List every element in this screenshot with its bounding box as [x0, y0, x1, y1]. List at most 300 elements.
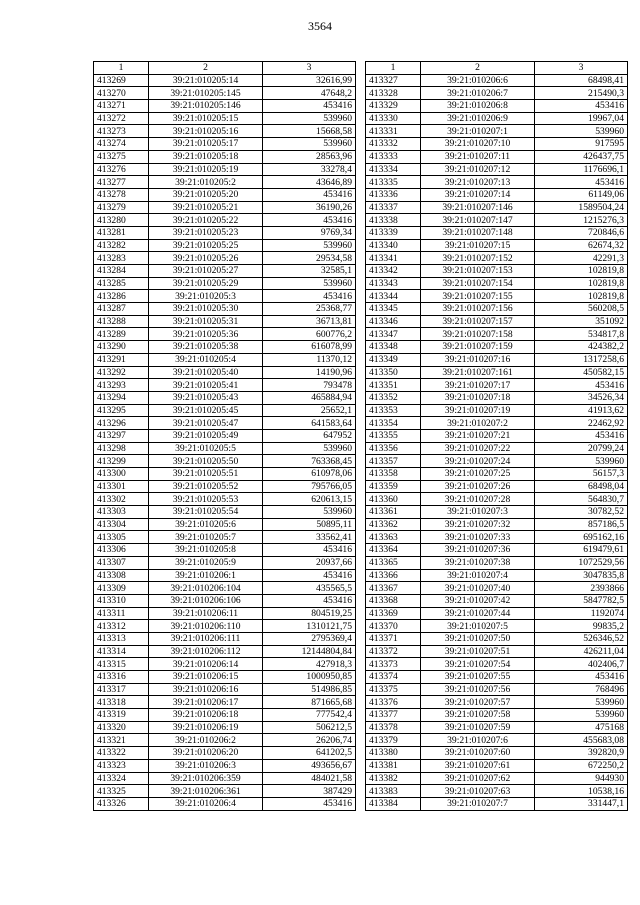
row-number-cell: 413370 [366, 620, 421, 633]
row-number-cell: 413303 [94, 506, 149, 519]
value-cell: 647952 [263, 429, 356, 442]
row-number-cell: 413331 [366, 125, 421, 138]
cadastral-number-cell: 39:21:010206:110 [149, 620, 263, 633]
cadastral-number-cell: 39:21:010205:146 [149, 100, 263, 113]
table-row [366, 747, 628, 760]
cadastral-number-cell: 39:21:010206:3 [149, 759, 263, 772]
table-row [94, 100, 356, 113]
value-cell: 917595 [535, 138, 628, 151]
table-row [94, 315, 356, 328]
table-row [94, 506, 356, 519]
table-header-row [94, 62, 356, 75]
cadastral-number-cell: 39:21:010205:50 [149, 455, 263, 468]
cadastral-number-cell: 39:21:010207:22 [421, 442, 535, 455]
row-number-cell: 413366 [366, 569, 421, 582]
row-number-cell: 413284 [94, 265, 149, 278]
table-row [94, 112, 356, 125]
value-cell: 560208,5 [535, 303, 628, 316]
value-cell: 453416 [535, 429, 628, 442]
cadastral-number-cell: 39:21:010207:16 [421, 353, 535, 366]
cadastral-number-cell: 39:21:010207:44 [421, 607, 535, 620]
row-number-cell: 413350 [366, 366, 421, 379]
table-row [366, 632, 628, 645]
row-number-cell: 413276 [94, 163, 149, 176]
cadastral-number-cell: 39:21:010207:15 [421, 239, 535, 252]
cadastral-number-cell: 39:21:010206:14 [149, 658, 263, 671]
cadastral-number-cell: 39:21:010206:112 [149, 645, 263, 658]
row-number-cell: 413310 [94, 594, 149, 607]
value-cell: 29534,58 [263, 252, 356, 265]
row-number-cell: 413324 [94, 772, 149, 785]
value-cell: 1000950,85 [263, 671, 356, 684]
cadastral-number-cell: 39:21:010207:54 [421, 658, 535, 671]
cadastral-number-cell: 39:21:010205:52 [149, 480, 263, 493]
value-cell: 99835,2 [535, 620, 628, 633]
row-number-cell: 413312 [94, 620, 149, 633]
table-row [366, 493, 628, 506]
table-row [366, 671, 628, 684]
cadastral-number-cell: 39:21:010206:15 [149, 671, 263, 684]
row-number-cell: 413270 [94, 87, 149, 100]
table-row [366, 721, 628, 734]
value-cell: 539960 [535, 709, 628, 722]
value-cell: 34526,34 [535, 391, 628, 404]
table-row [366, 658, 628, 671]
cadastral-number-cell: 39:21:010205:45 [149, 404, 263, 417]
table-row [94, 582, 356, 595]
cadastral-number-cell: 39:21:010207:56 [421, 683, 535, 696]
row-number-cell: 413379 [366, 734, 421, 747]
table-row [366, 201, 628, 214]
table-row [366, 239, 628, 252]
table-row [366, 125, 628, 138]
cadastral-number-cell: 39:21:010206:7 [421, 87, 535, 100]
table-row [94, 531, 356, 544]
table-row [94, 176, 356, 189]
table-row [94, 265, 356, 278]
value-cell: 20799,24 [535, 442, 628, 455]
row-number-cell: 413368 [366, 594, 421, 607]
cadastral-number-cell: 39:21:010205:18 [149, 150, 263, 163]
row-number-cell: 413302 [94, 493, 149, 506]
cadastral-number-cell: 39:21:010205:3 [149, 290, 263, 303]
cadastral-number-cell: 39:21:010205:7 [149, 531, 263, 544]
row-number-cell: 413315 [94, 658, 149, 671]
cadastral-number-cell: 39:21:010206:17 [149, 696, 263, 709]
value-cell: 534817,8 [535, 328, 628, 341]
cadastral-number-cell: 39:21:010207:154 [421, 277, 535, 290]
right-register-table [365, 61, 628, 811]
table-row [94, 734, 356, 747]
row-number-cell: 413320 [94, 721, 149, 734]
page-number: 3564 [308, 19, 332, 33]
left-register-table [93, 61, 356, 811]
row-number-cell: 413277 [94, 176, 149, 189]
table-row [366, 226, 628, 239]
value-cell: 392820,9 [535, 747, 628, 760]
table-row [366, 353, 628, 366]
table-row [366, 112, 628, 125]
table-row [94, 658, 356, 671]
table-row [366, 582, 628, 595]
table-row [94, 328, 356, 341]
value-cell: 351092 [535, 315, 628, 328]
table-row [94, 620, 356, 633]
value-cell: 777542,4 [263, 709, 356, 722]
cadastral-number-cell: 39:21:010206:1 [149, 569, 263, 582]
cadastral-number-cell: 39:21:010207:59 [421, 721, 535, 734]
row-number-cell: 413384 [366, 797, 421, 810]
table-row [366, 404, 628, 417]
table-row [366, 683, 628, 696]
cadastral-number-cell: 39:21:010205:9 [149, 556, 263, 569]
row-number-cell: 413313 [94, 632, 149, 645]
table-row [94, 379, 356, 392]
table-row [366, 150, 628, 163]
value-cell: 600776,2 [263, 328, 356, 341]
cadastral-number-cell: 39:21:010207:62 [421, 772, 535, 785]
value-cell: 435565,5 [263, 582, 356, 595]
value-cell: 50895,11 [263, 518, 356, 531]
cadastral-number-cell: 39:21:010205:27 [149, 265, 263, 278]
cadastral-number-cell: 39:21:010205:22 [149, 214, 263, 227]
value-cell: 453416 [263, 188, 356, 201]
cadastral-number-cell: 39:21:010207:4 [421, 569, 535, 582]
row-number-cell: 413288 [94, 315, 149, 328]
value-cell: 453416 [263, 569, 356, 582]
row-number-cell: 413309 [94, 582, 149, 595]
row-number-cell: 413346 [366, 315, 421, 328]
row-number-cell: 413321 [94, 734, 149, 747]
value-cell: 43646,89 [263, 176, 356, 189]
table-row [94, 87, 356, 100]
cadastral-number-cell: 39:21:010207:148 [421, 226, 535, 239]
table-row [94, 556, 356, 569]
table-row [366, 138, 628, 151]
row-number-cell: 413372 [366, 645, 421, 658]
table-row [366, 188, 628, 201]
cadastral-number-cell: 39:21:010205:15 [149, 112, 263, 125]
row-number-cell: 413358 [366, 468, 421, 481]
value-cell: 41913,62 [535, 404, 628, 417]
value-cell: 539960 [535, 125, 628, 138]
value-cell: 465884,94 [263, 391, 356, 404]
value-cell: 47648,2 [263, 87, 356, 100]
value-cell: 11370,12 [263, 353, 356, 366]
row-number-cell: 413349 [366, 353, 421, 366]
table-row [94, 645, 356, 658]
value-cell: 610978,06 [263, 468, 356, 481]
row-number-cell: 413357 [366, 455, 421, 468]
table-row [366, 391, 628, 404]
table-header-row [366, 62, 628, 75]
cadastral-number-cell: 39:21:010206:20 [149, 747, 263, 760]
value-cell: 857186,5 [535, 518, 628, 531]
row-number-cell: 413297 [94, 429, 149, 442]
table-row [366, 455, 628, 468]
table-row [94, 785, 356, 798]
table-row [366, 759, 628, 772]
table-row [94, 239, 356, 252]
table-row [94, 683, 356, 696]
table-row [94, 201, 356, 214]
value-cell: 102819,8 [535, 265, 628, 278]
value-cell: 641583,64 [263, 417, 356, 430]
cadastral-number-cell: 39:21:010206:104 [149, 582, 263, 595]
cadastral-number-cell: 39:21:010207:157 [421, 315, 535, 328]
table-row [366, 328, 628, 341]
table-row [94, 455, 356, 468]
row-number-cell: 413352 [366, 391, 421, 404]
value-cell: 14190,96 [263, 366, 356, 379]
row-number-cell: 413306 [94, 544, 149, 557]
table-row [366, 429, 628, 442]
cadastral-number-cell: 39:21:010207:63 [421, 785, 535, 798]
value-cell: 793478 [263, 379, 356, 392]
value-cell: 3047835,8 [535, 569, 628, 582]
header-col-1: 1 [94, 62, 149, 75]
table-row [366, 569, 628, 582]
cadastral-number-cell: 39:21:010207:11 [421, 150, 535, 163]
cadastral-number-cell: 39:21:010205:30 [149, 303, 263, 316]
row-number-cell: 413376 [366, 696, 421, 709]
row-number-cell: 413354 [366, 417, 421, 430]
value-cell: 1317258,6 [535, 353, 628, 366]
row-number-cell: 413300 [94, 468, 149, 481]
value-cell: 62674,32 [535, 239, 628, 252]
cadastral-number-cell: 39:21:010205:36 [149, 328, 263, 341]
table-row [94, 417, 356, 430]
table-row [366, 277, 628, 290]
row-number-cell: 413333 [366, 150, 421, 163]
value-cell: 514986,85 [263, 683, 356, 696]
cadastral-number-cell: 39:21:010207:161 [421, 366, 535, 379]
row-number-cell: 413290 [94, 341, 149, 354]
table-row [94, 391, 356, 404]
cadastral-number-cell: 39:21:010205:47 [149, 417, 263, 430]
row-number-cell: 413322 [94, 747, 149, 760]
table-row [94, 772, 356, 785]
value-cell: 2393866 [535, 582, 628, 595]
row-number-cell: 413330 [366, 112, 421, 125]
value-cell: 5847782,5 [535, 594, 628, 607]
value-cell: 56157,3 [535, 468, 628, 481]
value-cell: 19967,04 [535, 112, 628, 125]
table-row [94, 404, 356, 417]
value-cell: 493656,67 [263, 759, 356, 772]
cadastral-number-cell: 39:21:010205:25 [149, 239, 263, 252]
cadastral-number-cell: 39:21:010205:51 [149, 468, 263, 481]
value-cell: 33278,4 [263, 163, 356, 176]
value-cell: 427918,3 [263, 658, 356, 671]
cadastral-number-cell: 39:21:010205:38 [149, 341, 263, 354]
row-number-cell: 413361 [366, 506, 421, 519]
row-number-cell: 413301 [94, 480, 149, 493]
value-cell: 15668,58 [263, 125, 356, 138]
value-cell: 26206,74 [263, 734, 356, 747]
row-number-cell: 413308 [94, 569, 149, 582]
cadastral-number-cell: 39:21:010205:53 [149, 493, 263, 506]
value-cell: 1192074 [535, 607, 628, 620]
table-row [94, 226, 356, 239]
cadastral-number-cell: 39:21:010206:19 [149, 721, 263, 734]
table-row [366, 620, 628, 633]
value-cell: 1072529,56 [535, 556, 628, 569]
row-number-cell: 413325 [94, 785, 149, 798]
value-cell: 539960 [263, 138, 356, 151]
row-number-cell: 413362 [366, 518, 421, 531]
cadastral-number-cell: 39:21:010207:1 [421, 125, 535, 138]
value-cell: 484021,58 [263, 772, 356, 785]
value-cell: 12144804,84 [263, 645, 356, 658]
value-cell: 539960 [263, 239, 356, 252]
value-cell: 32616,99 [263, 74, 356, 87]
row-number-cell: 413383 [366, 785, 421, 798]
cadastral-number-cell: 39:21:010207:10 [421, 138, 535, 151]
row-number-cell: 413378 [366, 721, 421, 734]
value-cell: 539960 [263, 506, 356, 519]
row-number-cell: 413294 [94, 391, 149, 404]
row-number-cell: 413371 [366, 632, 421, 645]
table-row [366, 607, 628, 620]
table-row [94, 442, 356, 455]
table-row [366, 696, 628, 709]
cadastral-number-cell: 39:21:010206:361 [149, 785, 263, 798]
row-number-cell: 413340 [366, 239, 421, 252]
cadastral-number-cell: 39:21:010205:4 [149, 353, 263, 366]
value-cell: 620613,15 [263, 493, 356, 506]
cadastral-number-cell: 39:21:010207:155 [421, 290, 535, 303]
value-cell: 453416 [263, 594, 356, 607]
cadastral-number-cell: 39:21:010205:19 [149, 163, 263, 176]
row-number-cell: 413353 [366, 404, 421, 417]
row-number-cell: 413296 [94, 417, 149, 430]
table-row [94, 125, 356, 138]
table-row [366, 645, 628, 658]
row-number-cell: 413272 [94, 112, 149, 125]
cadastral-number-cell: 39:21:010206:16 [149, 683, 263, 696]
header-col-2: 2 [421, 62, 535, 75]
value-cell: 102819,8 [535, 277, 628, 290]
cadastral-number-cell: 39:21:010205:14 [149, 74, 263, 87]
row-number-cell: 413382 [366, 772, 421, 785]
value-cell: 68498,04 [535, 480, 628, 493]
table-row [366, 544, 628, 557]
table-row [94, 709, 356, 722]
cadastral-number-cell: 39:21:010207:12 [421, 163, 535, 176]
cadastral-number-cell: 39:21:010207:3 [421, 506, 535, 519]
cadastral-number-cell: 39:21:010207:146 [421, 201, 535, 214]
cadastral-number-cell: 39:21:010207:24 [421, 455, 535, 468]
row-number-cell: 413292 [94, 366, 149, 379]
cadastral-number-cell: 39:21:010205:17 [149, 138, 263, 151]
value-cell: 426211,04 [535, 645, 628, 658]
cadastral-number-cell: 39:21:010207:32 [421, 518, 535, 531]
table-row [94, 214, 356, 227]
table-row [94, 671, 356, 684]
row-number-cell: 413347 [366, 328, 421, 341]
cadastral-number-cell: 39:21:010207:147 [421, 214, 535, 227]
value-cell: 768496 [535, 683, 628, 696]
cadastral-number-cell: 39:21:010207:26 [421, 480, 535, 493]
value-cell: 1176696,1 [535, 163, 628, 176]
table-row [94, 518, 356, 531]
value-cell: 61149,06 [535, 188, 628, 201]
table-row [94, 138, 356, 151]
cadastral-number-cell: 39:21:010206:18 [149, 709, 263, 722]
row-number-cell: 413281 [94, 226, 149, 239]
cadastral-number-cell: 39:21:010207:158 [421, 328, 535, 341]
value-cell: 1589504,24 [535, 201, 628, 214]
header-col-3: 3 [263, 62, 356, 75]
value-cell: 795766,05 [263, 480, 356, 493]
value-cell: 20937,66 [263, 556, 356, 569]
table-row [94, 188, 356, 201]
table-row [94, 74, 356, 87]
table-row [366, 100, 628, 113]
table-row [366, 303, 628, 316]
value-cell: 36713,81 [263, 315, 356, 328]
row-number-cell: 413269 [94, 74, 149, 87]
value-cell: 506212,5 [263, 721, 356, 734]
value-cell: 453416 [263, 214, 356, 227]
row-number-cell: 413323 [94, 759, 149, 772]
value-cell: 33562,41 [263, 531, 356, 544]
cadastral-number-cell: 39:21:010205:29 [149, 277, 263, 290]
cadastral-number-cell: 39:21:010205:6 [149, 518, 263, 531]
cadastral-number-cell: 39:21:010207:2 [421, 417, 535, 430]
row-number-cell: 413311 [94, 607, 149, 620]
row-number-cell: 413326 [94, 797, 149, 810]
cadastral-number-cell: 39:21:010206:4 [149, 797, 263, 810]
row-number-cell: 413359 [366, 480, 421, 493]
header-col-3: 3 [535, 62, 628, 75]
row-number-cell: 413356 [366, 442, 421, 455]
header-col-2: 2 [149, 62, 263, 75]
row-number-cell: 413287 [94, 303, 149, 316]
table-row [366, 417, 628, 430]
cadastral-number-cell: 39:21:010207:156 [421, 303, 535, 316]
row-number-cell: 413369 [366, 607, 421, 620]
cadastral-number-cell: 39:21:010207:13 [421, 176, 535, 189]
row-number-cell: 413339 [366, 226, 421, 239]
cadastral-number-cell: 39:21:010207:152 [421, 252, 535, 265]
cadastral-number-cell: 39:21:010207:33 [421, 531, 535, 544]
cadastral-number-cell: 39:21:010205:21 [149, 201, 263, 214]
table-row [366, 366, 628, 379]
value-cell: 10538,16 [535, 785, 628, 798]
value-cell: 539960 [263, 442, 356, 455]
value-cell: 68498,41 [535, 74, 628, 87]
cadastral-number-cell: 39:21:010207:5 [421, 620, 535, 633]
row-number-cell: 413363 [366, 531, 421, 544]
value-cell: 102819,8 [535, 290, 628, 303]
row-number-cell: 413380 [366, 747, 421, 760]
row-number-cell: 413318 [94, 696, 149, 709]
table-row [366, 252, 628, 265]
table-row [94, 163, 356, 176]
row-number-cell: 413335 [366, 176, 421, 189]
table-row [366, 163, 628, 176]
table-row [366, 290, 628, 303]
value-cell: 453416 [535, 176, 628, 189]
cadastral-number-cell: 39:21:010207:25 [421, 468, 535, 481]
value-cell: 763368,45 [263, 455, 356, 468]
cadastral-number-cell: 39:21:010207:60 [421, 747, 535, 760]
row-number-cell: 413342 [366, 265, 421, 278]
table-row [366, 709, 628, 722]
value-cell: 526346,52 [535, 632, 628, 645]
